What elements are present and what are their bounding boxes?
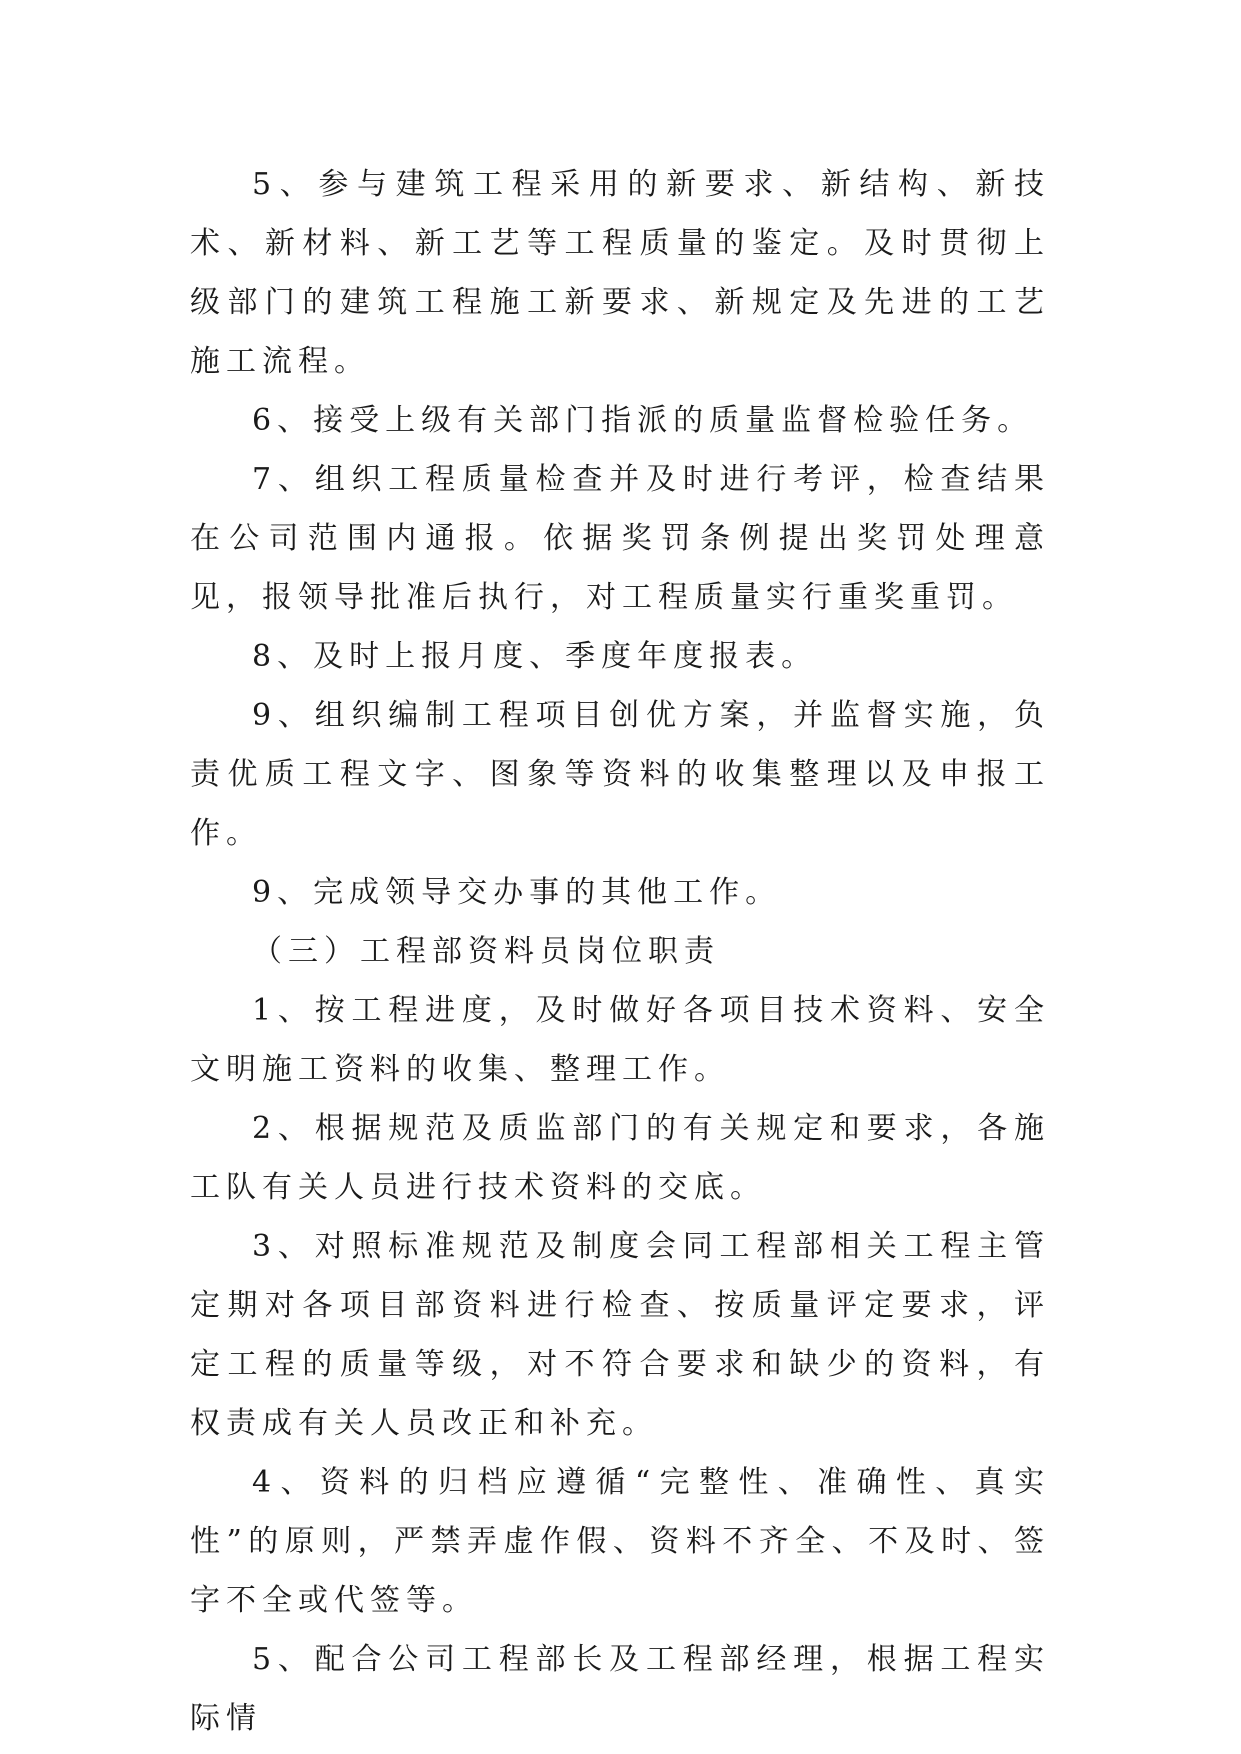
paragraph-item-3-review: 3、对照标准规范及制度会同工程部相关工程主管定期对各项目部资料进行检查、按质量评定要求，评定工程的质量等级，对不符合要求和缺少的资料，有权责成有关人员改正和补充。: [190, 1229, 1050, 1441]
paragraph-item-6-supervision: 6、接受上级有关部门指派的质量监督检验任务。: [252, 403, 1034, 438]
paragraph-item-5-new-tech: 5、参与建筑工程采用的新要求、新结构、新技术、新材料、新工艺等工程质量的鉴定。及时贯彻上级部门的建筑工程施工新要求、新规定及先进的工艺施工流程。: [190, 167, 1050, 379]
paragraph-item-7-inspection: 7、组织工程质量检查并及时进行考评，检查结果在公司范围内通报。依据奖罚条例提出奖罚处理意见，报领导批准后执行，对工程质量实行重奖重罚。: [190, 462, 1050, 615]
document-body: [190, 155, 1050, 1748]
paragraph-item-5-cooperation: 5、配合公司工程部长及工程部经理，根据工程实际情: [190, 1642, 1050, 1736]
paragraph-item-9-excellence-plan: 9、组织编制工程项目创优方案，并监督实施，负责优质工程文字、图象等资料的收集整理以及申报工作。: [190, 698, 1050, 851]
paragraph-item-2-briefing: 2、根据规范及质监部门的有关规定和要求，各施工队有关人员进行技术资料的交底。: [190, 1111, 1050, 1205]
paragraph-item-1-progress-records: 1、按工程进度，及时做好各项目技术资料、安全文明施工资料的收集、整理工作。: [190, 993, 1050, 1087]
paragraph-item-8-reports: 8、及时上报月度、季度年度报表。: [252, 639, 818, 674]
paragraph-item-4-archiving: 4、资料的归档应遵循“完整性、准确性、真实性”的原则，严禁弄虚作假、资料不齐全、不及时、签字不全或代签等。: [190, 1465, 1050, 1618]
section-heading-records-clerk: （三）工程部资料员岗位职责: [252, 934, 720, 969]
paragraph-item-9-other-work: 9、完成领导交办事的其他工作。: [252, 875, 782, 910]
